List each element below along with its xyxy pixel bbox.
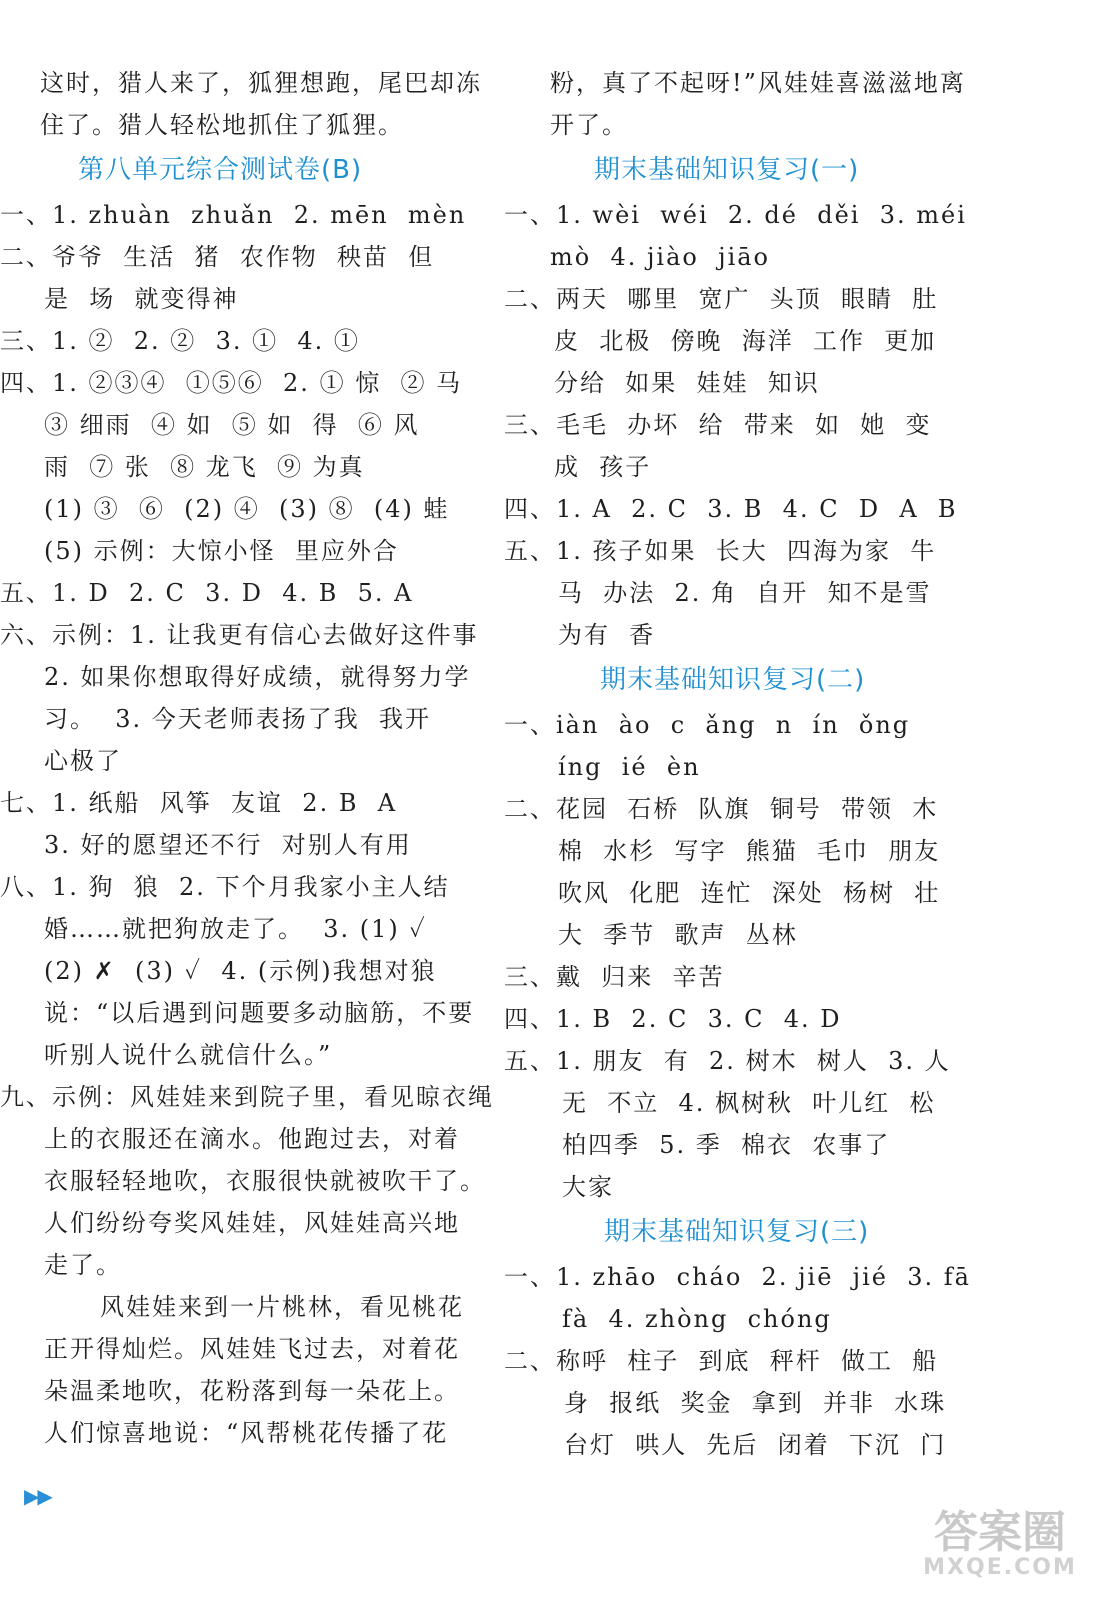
text-line: 分给 如果 娃娃 知识 — [554, 369, 820, 397]
text-line: 无 不立 4. 枫树秋 叶儿红 松 — [562, 1089, 936, 1117]
text-line: 住了。猎人轻松地抓住了狐狸。 — [40, 111, 404, 139]
text-line: 马 办法 2. 角 自开 知不是雪 — [558, 579, 932, 607]
text-line: 大 季节 歌声 丛林 — [558, 921, 798, 949]
text-line: 衣服轻轻地吹，衣服很快就被吹干了。 — [44, 1167, 486, 1195]
text-line: mò 4. jiào jiāo — [550, 243, 770, 271]
text-line: 人们纷纷夸奖风娃娃，风娃娃高兴地 — [44, 1209, 460, 1237]
text-line: 四、1. B 2. C 3. C 4. D — [504, 1005, 842, 1033]
text-line: 说：“以后遇到问题要多动脑筋，不要 — [44, 999, 475, 1027]
text-line: 走了。 — [44, 1251, 122, 1279]
text-line: ③ 细雨 ④ 如 ⑤ 如 得 ⑥ 风 — [44, 411, 420, 439]
text-line: 五、1. 朋友 有 2. 树木 树人 3. 人 — [504, 1047, 951, 1075]
text-line: 三、1. ② 2. ② 3. ① 4. ① — [0, 327, 360, 355]
text-line: 正开得灿烂。风娃娃飞过去，对着花 — [44, 1335, 460, 1363]
text-line: 四、1. ②③④ ①⑤⑥ 2. ① 惊 ② 马 — [0, 369, 463, 397]
text-line: 三、戴 归来 辛苦 — [504, 963, 725, 991]
text-line: 身 报纸 奖金 拿到 并非 水珠 — [564, 1389, 947, 1417]
text-line: 心极了 — [44, 747, 122, 775]
text-line: 皮 北极 傍晚 海洋 工作 更加 — [554, 327, 937, 355]
section-heading: 期末基础知识复习(二) — [600, 665, 866, 695]
text-line: 五、1. D 2. C 3. D 4. B 5. A — [0, 579, 414, 607]
text-line: 六、示例：1. 让我更有信心去做好这件事 — [0, 621, 479, 649]
text-line: 四、1. A 2. C 3. B 4. C D A B — [504, 495, 958, 523]
text-line: 一、iàn ào c ǎng n ín ǒng — [504, 711, 911, 739]
text-line: 吹风 化肥 连忙 深处 杨树 壮 — [558, 879, 941, 907]
left-column — [0, 62, 500, 1454]
text-line: 三、毛毛 办坏 给 带来 如 她 变 — [504, 411, 932, 439]
page-arrows-icon: ▶▶ — [24, 1484, 51, 1508]
text-line: 二、花园 石桥 队旗 铜号 带领 木 — [504, 795, 939, 823]
text-line: (1) ③ ⑥ (2) ④ (3) ⑧ (4) 蛙 — [44, 495, 450, 523]
text-line: 柏四季 5. 季 棉衣 农事了 — [562, 1131, 891, 1159]
section-heading: 期末基础知识复习(三) — [604, 1217, 870, 1247]
text-line: 听别人说什么就信什么。” — [44, 1041, 333, 1069]
text-line: 二、称呼 柱子 到底 秤杆 做工 船 — [504, 1347, 939, 1375]
text-line: 一、1. zhāo cháo 2. jiē jié 3. fā — [504, 1263, 971, 1291]
text-line: 五、1. 孩子如果 长大 四海为家 牛 — [504, 537, 937, 565]
text-line: 二、爷爷 生活 猪 农作物 秧苗 但 — [0, 243, 435, 271]
watermark-logo — [915, 1507, 1085, 1584]
watermark-title: 答案圈 — [934, 1507, 1066, 1558]
text-line: 七、1. 纸船 风筝 友谊 2. B A — [0, 789, 398, 817]
watermark-url: MXQE.COM — [923, 1555, 1077, 1580]
text-line: 粉，真了不起呀!”风娃娃喜滋滋地离 — [550, 69, 966, 97]
text-line: 2. 如果你想取得好成绩，就得努力学 — [44, 663, 471, 691]
text-line: 棉 水杉 写字 熊猫 毛巾 朋友 — [558, 837, 941, 865]
text-line: 朵温柔地吹，花粉落到每一朵花上。 — [44, 1377, 460, 1405]
text-line: 3. 好的愿望还不行 对别人有用 — [44, 831, 412, 859]
text-line: íng ié èn — [558, 753, 701, 781]
text-line: 雨 ⑦ 张 ⑧ 龙飞 ⑨ 为真 — [44, 453, 365, 481]
text-line: 大家 — [562, 1173, 614, 1201]
text-line: 是 场 就变得神 — [44, 285, 239, 313]
text-line: 婚……就把狗放走了。 3. (1) ✓ — [44, 915, 427, 943]
text-line: 九、示例：风娃娃来到院子里，看见晾衣绳 — [0, 1083, 494, 1111]
text-line: (2) ✗ (3) ✓ 4. (示例)我想对狼 — [44, 957, 437, 985]
text-line: 一、1. zhuàn zhuǎn 2. mēn mèn — [0, 201, 467, 229]
text-line: fà 4. zhòng chóng — [562, 1305, 832, 1333]
text-line: 成 孩子 — [554, 453, 652, 481]
text-line: 台灯 哄人 先后 闭着 下沉 门 — [564, 1431, 947, 1459]
section-heading: 第八单元综合测试卷(B) — [78, 155, 363, 185]
text-line: 风娃娃来到一片桃林，看见桃花 — [100, 1293, 464, 1321]
text-line: 为有 香 — [558, 621, 656, 649]
text-line: 一、1. wèi wéi 2. dé děi 3. méi — [504, 201, 967, 229]
text-line: 习。 3. 今天老师表扬了我 我开 — [44, 705, 432, 733]
text-line: 人们惊喜地说：“风帮桃花传播了花 — [44, 1419, 449, 1447]
text-line: 上的衣服还在滴水。他跑过去，对着 — [44, 1125, 460, 1153]
text-line: 这时，猎人来了，狐狸想跑，尾巴却冻 — [40, 69, 482, 97]
section-heading: 期末基础知识复习(一) — [594, 155, 860, 185]
text-line: 二、两天 哪里 宽广 头顶 眼睛 肚 — [504, 285, 939, 313]
text-line: 八、1. 狗 狼 2. 下个月我家小主人结 — [0, 873, 450, 901]
text-line: (5) 示例：大惊小怪 里应外合 — [44, 537, 399, 565]
right-column — [504, 62, 1004, 1466]
text-line: 开了。 — [550, 111, 628, 139]
